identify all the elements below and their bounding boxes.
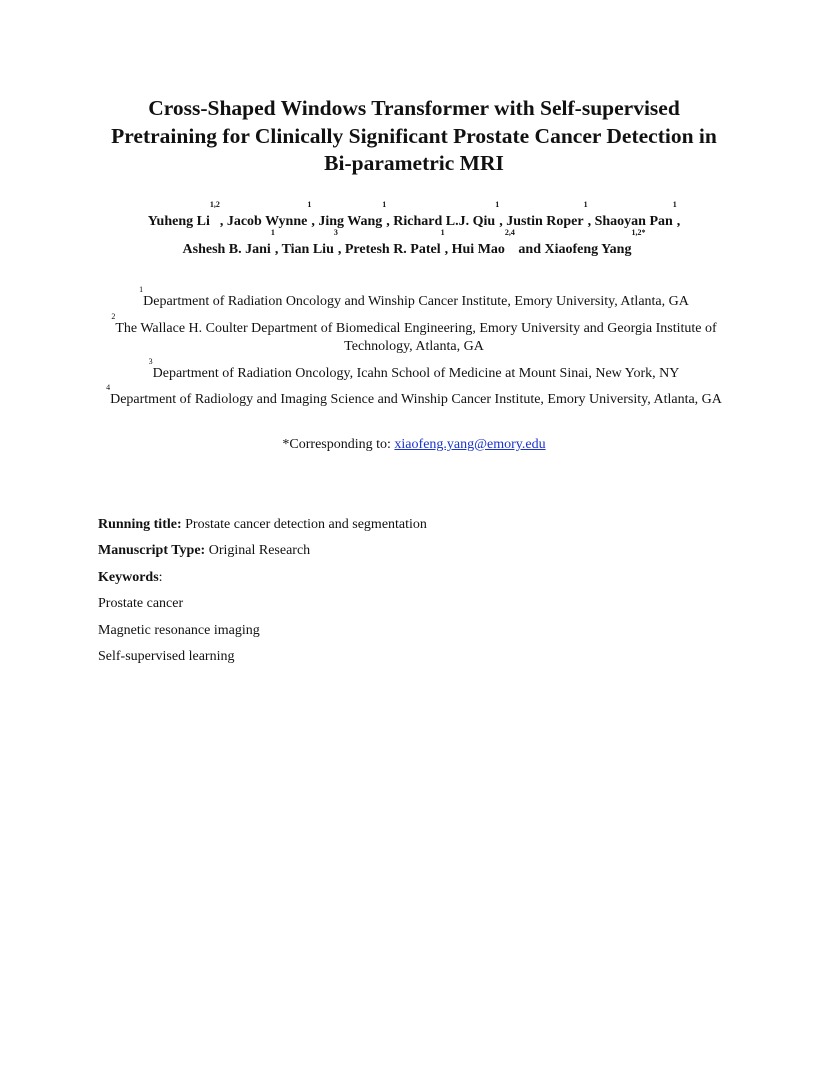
keywords-label: Keywords: [98, 570, 159, 585]
title-line: Pretraining for Clinically Significant Prostate Cancer Detection in: [111, 123, 717, 148]
running-title: [98, 516, 427, 534]
author-affiliation-marker: 1: [672, 200, 677, 209]
affiliation-text: The Wallace H. Coulter Department of Biomedical Engineering, Emory University and Georgia Institute of Technology, Atlanta, GA: [115, 321, 717, 354]
author-name: Shaoyan Pan: [594, 214, 673, 229]
author-name: Yuheng Li: [147, 214, 210, 229]
author-affiliation-marker: 1: [495, 200, 500, 209]
author-name: Xiaofeng Yang: [544, 242, 632, 257]
affiliation-marker: 2: [111, 312, 116, 321]
author-list: Yuheng Li$^{1,2}$, Jacob Wynne$^1$, Jing Wang$^1$, Richard L.J. Qiu$^1$, Justin Roper$^1$, Shaoyan Pan$^1$, Ashesh B. Jani$^1$, Tian Liu$^3$, Pretesh R. Patel$^1$, Hui Mao$^{2,4}$ and Xiaofeng Yang$^{1,2*}$: [147, 200, 681, 257]
author-name: Jing Wang: [318, 214, 383, 229]
affiliation-4: [96, 383, 732, 409]
manuscript-type: [98, 542, 310, 560]
author-affiliation-marker: 1: [583, 200, 588, 209]
author-affiliation-marker: 1,2*: [631, 228, 646, 237]
author-name: Tian Liu: [281, 242, 334, 257]
corresponding-author: [96, 436, 732, 454]
author-name: Ashesh B. Jani: [182, 242, 271, 257]
running-title-value: Prostate cancer detection and segmentation: [181, 517, 427, 532]
affiliation-marker: 4: [106, 383, 111, 392]
author-affiliation-marker: 2,4: [504, 228, 515, 237]
author-name: Pretesh R. Patel: [344, 242, 441, 257]
author-affiliation-marker: 1: [270, 228, 275, 237]
title-line: Cross-Shaped Windows Transformer with Self-supervised: [148, 96, 680, 120]
affiliation-marker: 3: [148, 357, 153, 366]
keyword-item: Self-supervised learning: [98, 649, 235, 664]
author-name: Hui Mao: [451, 242, 505, 257]
manuscript-type-label: Manuscript Type:: [98, 543, 206, 558]
author-affiliation-marker: 1,2: [209, 200, 220, 209]
affiliation-text: Department of Radiology and Imaging Science and Winship Cancer Institute, Emory University, Atlanta, GA: [110, 392, 722, 407]
author-name: Jacob Wynne: [226, 214, 308, 229]
keyword-item: Prostate cancer: [98, 596, 184, 611]
author-affiliation-marker: 1: [382, 200, 387, 209]
keywords-heading: Keywords:: [98, 570, 163, 585]
title-line: Bi-parametric MRI: [324, 151, 504, 175]
affiliation-marker: 1: [139, 285, 144, 294]
manuscript-type-value: Original Research: [205, 543, 311, 558]
paper-title: [88, 95, 740, 178]
affiliation-1: [96, 285, 732, 311]
keyword-item: Magnetic resonance imaging: [98, 623, 260, 638]
affiliation-text: Department of Radiation Oncology and Winship Cancer Institute, Emory University, Atlanta, GA: [143, 294, 689, 309]
affiliation-2: [96, 312, 732, 356]
author-affiliation-marker: 3: [333, 228, 338, 237]
affiliation-text: Department of Radiation Oncology, Icahn School of Medicine at Mount Sinai, New York, NY: [152, 366, 680, 381]
author-name: Justin Roper: [506, 214, 584, 229]
affiliation-3: [96, 357, 732, 383]
running-title-label: Running title:: [98, 517, 182, 532]
corresponding-label: *Corresponding to:: [282, 437, 395, 452]
author-affiliation-marker: 1: [440, 228, 445, 237]
author-affiliation-marker: 1: [307, 200, 312, 209]
corresponding-email-link[interactable]: xiaofeng.yang@emory.edu: [394, 437, 546, 452]
author-name: Richard L.J. Qiu: [393, 214, 496, 229]
